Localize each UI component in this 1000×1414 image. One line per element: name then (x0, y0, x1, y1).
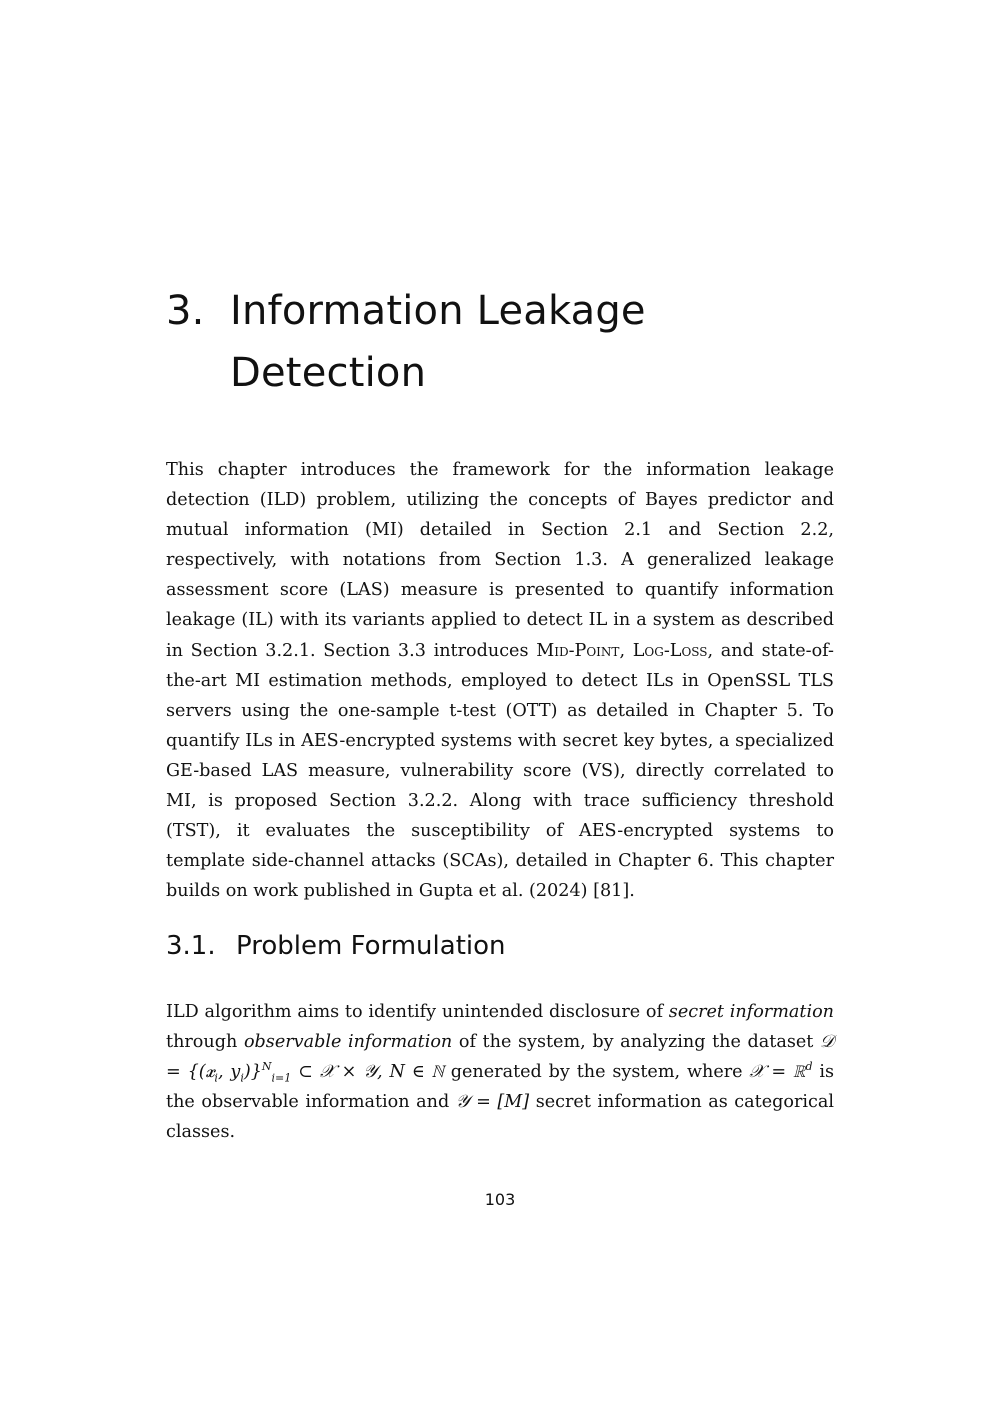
intro-separator: , (619, 640, 633, 661)
intro-text-2: , and state-of-the-art MI estimation methods, employed to detect ILs in OpenSSL TLS servers using the one-sample t-test (OTT) as detailed in Chapter 5. To quantify ILs in AES-encrypted systems with secret key bytes, a specialized GE-based LAS measure, vulnerability score (VS), directly correlated to MI, is proposed Section 3.2.2. Along with trace sufficiency threshold (TST), it evaluates the susceptibility of AES-encrypted systems to template side-channel attacks (SCAs), detailed in Chapter 6. This chapter builds on work published in Gupta et al. (2024) [81]. (166, 640, 835, 902)
method-name-mid-point: Mid-Point (536, 640, 620, 661)
section-title: Problem Formulation (236, 931, 506, 961)
emphasis-secret-information: secret information (668, 1002, 835, 1022)
dataset-formula: 𝒟 = {(𝒙$_i$, $y_i)\}^N_{i=1}$ ⊂ 𝒳 × 𝒴, N ∈ ℕ (166, 1032, 834, 1085)
body-text-2: through (166, 1032, 244, 1053)
chapter-heading (166, 280, 846, 404)
chapter-title: Information Leakage Detection (230, 288, 646, 396)
section-heading (166, 925, 506, 967)
chapter-number: 3. (166, 288, 205, 334)
body-text-3: of the system, by analyzing the dataset (452, 1032, 820, 1053)
section-number: 3.1. (166, 931, 216, 961)
secret-space-formula: 𝒴 = [M] (455, 1092, 530, 1113)
page-number: 103 (484, 1190, 516, 1209)
observable-space-formula: 𝒳 = ℝ$^d$ (749, 1060, 813, 1083)
method-name-log-loss: Log-Loss (632, 640, 708, 661)
problem-formulation-paragraph (166, 997, 834, 1147)
body-text-1: ILD algorithm aims to identify unintended disclosure of (166, 1002, 669, 1022)
intro-text-1: This chapter introduces the framework for the information leakage detection (ILD) problem, utilizing the concepts of Bayes predictor and mutual information (MI) detailed in Section 2.1 and Section 2.2, respectively, with notations from Section 1.3. A generalized leakage assessment score (LAS) measure is presented to quantify information leakage (IL) with its variants applied to detect IL in a system as described in Section 3.2.1. Section 3.3 introduces (166, 460, 834, 661)
body-text-6: secret information as categorical classes. (166, 1092, 834, 1143)
body-text-5: is the observable information and (166, 1062, 834, 1113)
emphasis-observable-information: observable information (243, 1032, 453, 1053)
intro-paragraph (166, 455, 834, 906)
body-text-4: generated by the system, where (443, 1062, 750, 1083)
